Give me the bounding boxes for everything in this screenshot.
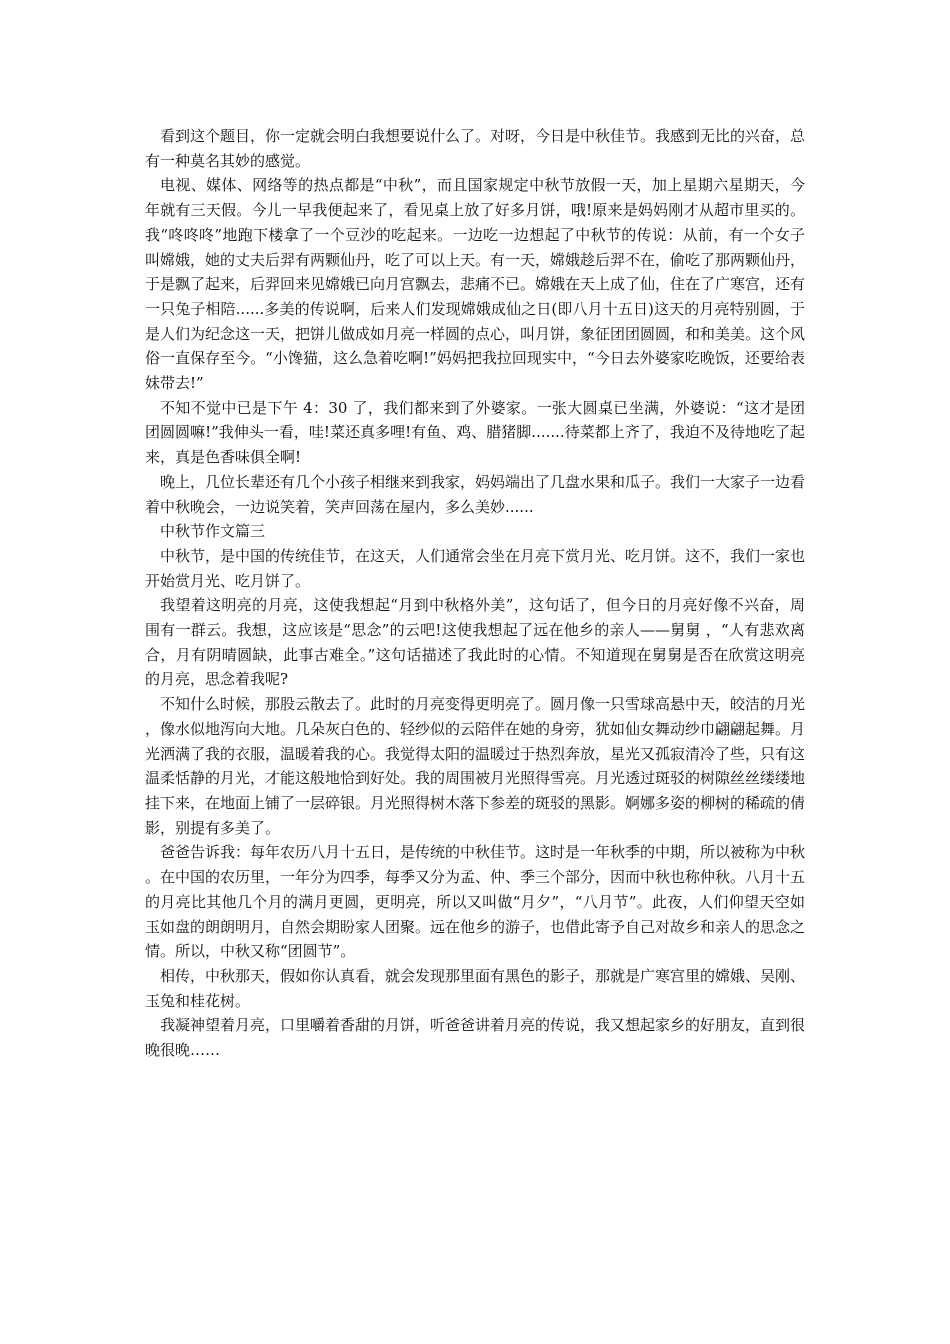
paragraph-moon-missing: 我望着这明亮的月亮，这使我想起“月到中秋格外美”，这句话了，但今日的月亮好像不兴奋，周围有一群云。我想，这应该是“思念”的云吧!这使我想起了远在他乡的亲人——舅舅 ，“人有悲欢离合，月有阴晴圆缺，此事古难全。”这句话描述了我此时的心情。不知道现在舅舅是否在欣赏这明亮的月亮，思念着我呢? bbox=[145, 596, 805, 689]
paragraph-moonlight: 不知什么时候，那股云散去了。此时的月亮变得更明亮了。圆月像一只雪球高悬中天，皎洁的月光，像水似地泻向大地。几朵灰白色的、轻纱似的云陪伴在她的身旁，犹如仙女舞动纱巾翩翩起舞。月光洒满了我的衣服，温暖着我的心。我觉得太阳的温暖过于热烈奔放，星光又孤寂清冷了些，只有这温柔恬静的月光，才能这般地恰到好处。我的周围被月光照得雪亮。月光透过斑驳的树隙丝丝缕缕地挂下来，在地面上铺了一层碎银。月光照得树木落下参差的斑驳的黑影。婀娜多姿的柳树的稀疏的倩影，别提有多美了。 bbox=[145, 695, 806, 837]
paragraph-grandma-house: 不知不觉中已是下午 4：30 了，我们都来到了外婆家。一张大圆桌已坐满，外婆说：“这才是团团圆圆嘛!”我伸头一看，哇!菜还真多哩!有鱼、鸡、腊猪脚.......待菜都上齐了，我迫不及待地吃了起来，真是色香味俱全啊! bbox=[145, 398, 805, 467]
paragraph-festival: 中秋节，是中国的传统佳节，在这天，人们通常会坐在月亮下赏月光、吃月饼。这不，我们一家也开始赏月光、吃月饼了。 bbox=[145, 546, 806, 590]
section-heading: 中秋节作文篇三 bbox=[160, 522, 266, 541]
paragraph-intro: 看到这个题目，你一定就会明白我想要说什么了。对呀，今日是中秋佳节。我感到无比的兴奋，总有一种莫名其妙的感觉。 bbox=[145, 127, 806, 170]
paragraph-closing: 我凝神望着月亮，口里嚼着香甜的月饼，听爸爸讲着月亮的传说，我又想起家乡的好朋友，直到很晚很晚…… bbox=[145, 1016, 806, 1060]
paragraph-legend-figures: 相传，中秋那天，假如你认真看，就会发现那里面有黑色的影子，那就是广寒宫里的嫦娥、吴刚、玉兔和桂花树。 bbox=[145, 966, 806, 1010]
document-body bbox=[145, 124, 805, 1063]
paragraph-legend: 电视、媒体、网络等的热点都是“中秋”，而且国家规定中秋节放假一天，加上星期六星期天，今年就有三天假。今儿一早我便起来了，看见桌上放了好多月饼，哦!原来是妈妈刚才从超市里买的。我“咚咚咚”地跑下楼拿了一个豆沙的吃起来。一边吃一边想起了中秋节的传说：从前，有一个女子叫嫦娥，她的丈夫后羿有两颗仙丹，吃了可以上天。有一天，嫦娥趁后羿不在，偷吃了那两颗仙丹，于是飘了起来，后羿回来见嫦娥已向月宫飘去，悲痛不已。嫦娥在天上成了仙，住在了广寒宫，还有一只兔子相陪......多美的传说啊，后来人们发现嫦娥成仙之日(即八月十五日)这天的月亮特别圆，于是人们为纪念这一天，把饼儿做成如月亮一样圆的点心，叫月饼，象征团团圆圆，和和美美。这个风俗一直保存至今。“小馋猫，这么急着吃啊!”妈妈把我拉回现实中，“今日去外婆家吃晚饭，还要给表妹带去!” bbox=[145, 176, 806, 393]
paragraph-father-explains: 爸爸告诉我：每年农历八月十五日，是传统的中秋佳节。这时是一年秋季的中期，所以被称为中秋。在中国的农历里，一年分为四季，每季又分为孟、仲、季三个部分，因而中秋也称仲秋。八月十五的月亮比其他几个月的满月更圆，更明亮，所以又叫做“月夕”，“八月节”。此夜，人们仰望天空如玉如盘的朗朗明月，自然会期盼家人团聚。远在他乡的游子，也借此寄予自己对故乡和亲人的思念之情。所以，中秋又称“团圆节”。 bbox=[145, 843, 806, 961]
paragraph-evening: 晚上，几位长辈还有几个小孩子相继来到我家，妈妈端出了几盘水果和瓜子。我们一大家子一边看着中秋晚会，一边说笑着，笑声回荡在屋内，多么美妙...... bbox=[145, 472, 806, 516]
